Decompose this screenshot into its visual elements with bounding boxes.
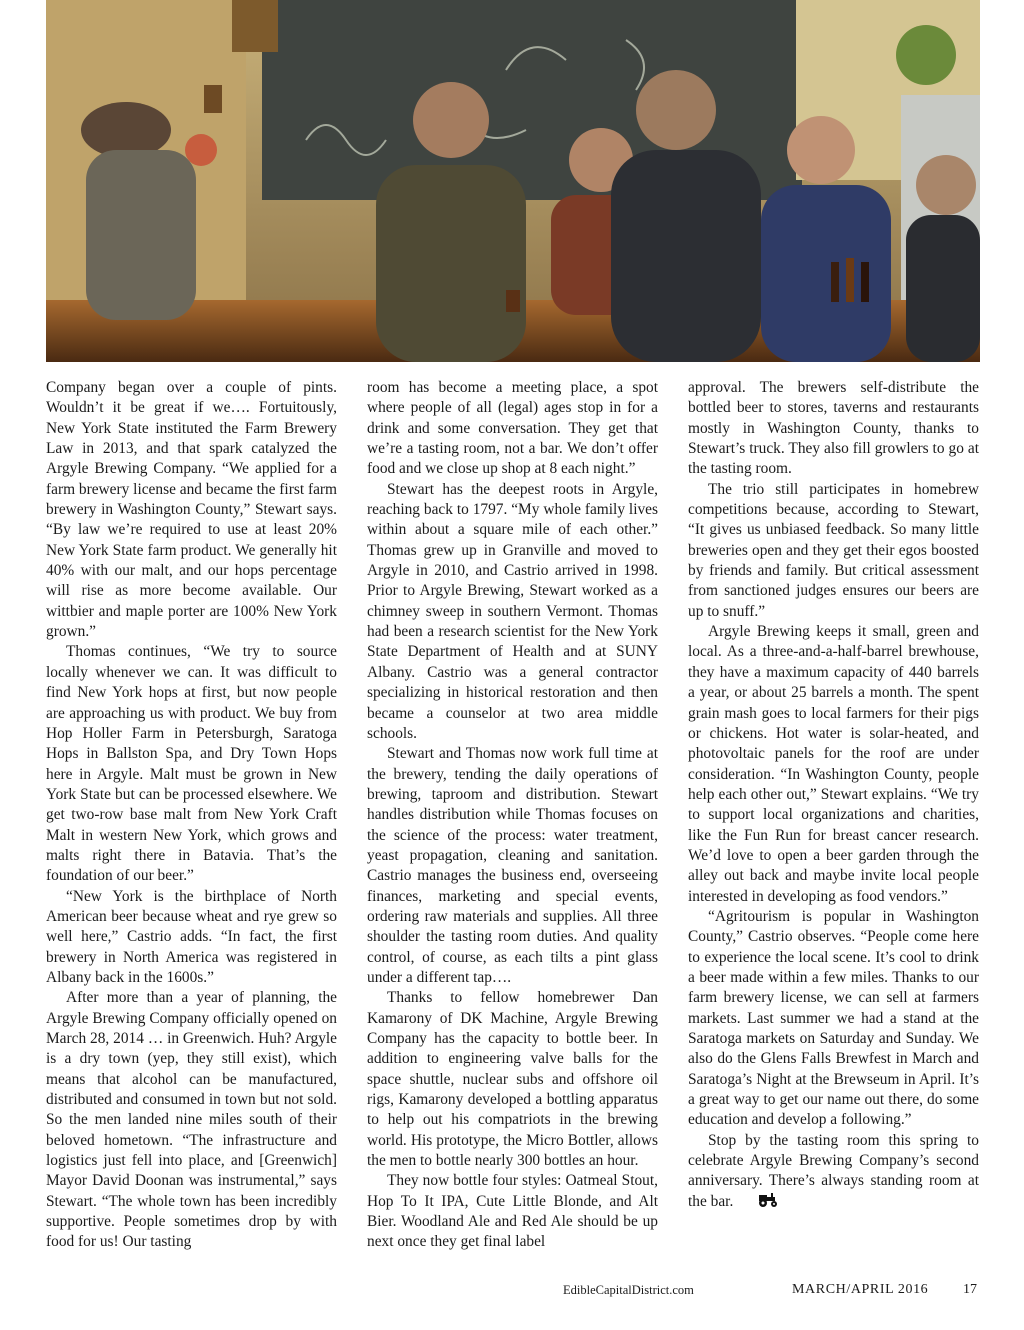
paragraph: Argyle Brewing keeps it small, green and local. As a three-and-a-half-barrel brewhouse, they have a maximum capacity of 440 barrels a year, or about 25 barrels a month. The spent grain mash goes to local farmers for their pigs or chickens. Hot water is solar-heated, and photovoltaic panels for the roof are under consideration. “In Washington County, people help each other out,” Stewart explains. “We try to support local organizations and charities, like the Fun Run for breast cancer research. We’d love to open a beer garden through the alley out back and maybe invite local people interested in developing as food vendors.” (688, 623, 979, 905)
paragraph-last (688, 1131, 979, 1214)
website-url: EdibleCapitalDistrict.com (563, 1283, 694, 1297)
article-column-1 (46, 378, 337, 1253)
paragraph: approval. The brewers self-distribute the bottled beer to stores, taverns and restaurants mostly in Washington County, thanks to Stewart’s truck. They also fill growlers to go at the tasting room. (688, 379, 979, 478)
page-footer (0, 1282, 1024, 1302)
paragraph: They now bottle four styles: Oatmeal Stout, Hop To It IPA, Cute Little Blonde, and Alt Bier. Woodland Ale and Red Ale should be up next once they get final label (367, 1172, 658, 1251)
brewery-tasting-room-photo (46, 0, 980, 362)
page-number: 17 (963, 1282, 977, 1297)
paragraph: Thomas continues, “We try to source locally whenever we can. It was difficult to find New York hops at first, but now people are approaching us with product. We buy from Hop Holler Farm in Petersburgh, Saratoga Hops in Ballston Spa, and Dry Town Hops here in Argyle. Malt must be grown in New York State but can be processed elsewhere. We get two-row base malt from New York Craft Malt in western New York, which grows and malts right there in Batavia. That’s the foundation of our beer.” (46, 643, 337, 885)
tractor-icon (737, 1192, 779, 1214)
article-column-3 (688, 378, 979, 1214)
paragraph: The trio still participates in homebrew competitions because, according to Stewart, “It gives us unbiased feedback. So many little breweries open and they get their egos boosted by friends and family. But critical assessment from sanctioned judges ensures our beers are up to snuff.” (688, 480, 979, 620)
issue-date: MARCH/APRIL 2016 (792, 1282, 929, 1297)
paragraph: room has become a meeting place, a spot where people of all (legal) ages stop in for a drink and some conversation. They get that we’re a tasting room, not a bar. We don’t offer food and we close up shop at 8 each night.” (367, 379, 658, 478)
paragraph: Stewart and Thomas now work full time at the brewery, tending the daily operations of brewing, taproom and distribution. Stewart handles distribution while Thomas focuses on the science of the process: water treatment, yeast propagation, cleaning and sanitation. Castrio manages the business end, overseeing finances, marketing and special events, ordering raw materials and supplies. All three shoulder the tasting room duties. And quality control, of course, as each tilts a pint glass under a different tap…. (367, 745, 658, 986)
paragraph: Thanks to fellow homebrewer Dan Kamarony of DK Machine, Argyle Brewing Company has the capacity to bottle beer. In addition to engineering valve balls for the space shuttle, nuclear subs and offshore oil rigs, Kamarony developed a bottling apparatus to help out his compatriots in the brewing world. His prototype, the Micro Bottler, allows the men to bottle nearly 300 bottles an hour. (367, 989, 658, 1170)
paragraph: Stewart has the deepest roots in Argyle, reaching back to 1797. “My whole family lives within about a square mile of each other.” Thomas grew up in Granville and moved to Argyle in 2010, and Castrio arrived in 1998. Prior to Argyle Brewing, Stewart worked as a chimney sweep in southern Vermont. Thomas had been a research scientist for the New York State Department of Health and at SUNY Albany. Castrio was a general contractor specializing in historical restoration and then became a counselor at two area middle schools. (367, 480, 658, 742)
article-column-2 (367, 378, 658, 1253)
paragraph: “Agritourism is popular in Washington County,” Castrio observes. “People come here to experience the local scene. It’s cool to drink a beer made within a few miles. Thanks to our farm brewery license, we can sell at farmers markets. Last summer we had a stand at the Saratoga markets on Saturday and Sunday. We also do the Glens Falls Brewfest in March and Saratoga’s Night at the Brewseum in April. It’s a great way to get our name out there, do some education and develop a following.” (688, 907, 979, 1129)
paragraph: After more than a year of planning, the Argyle Brewing Company officially opened on March 28, 2014 … in Greenwich. Huh? Argyle is a dry town (yep, they still exist), which means that alcohol can be manufactured, distributed and consumed in town but not sold. So the men landed nine miles south of their beloved hometown. “The infrastructure and logistics just fell into place, and [Greenwich] Mayor David Doonan was instrumental,” says Stewart. “The whole town has been incredibly supportive. People sometimes drop by with food for us! Our tasting (46, 989, 337, 1251)
paragraph: “New York is the birthplace of North American beer because wheat and rye grew so well here,” Castrio adds. “In fact, the first brewery in North America was registered in Albany back in the 1600s.” (46, 887, 337, 986)
paragraph: Company began over a couple of pints. Wouldn’t it be great if we…. Fortuitously, New York State instituted the Farm Brewery Law in 2013, and that spark catalyzed the Argyle Brewing Company. “We applied for a farm brewery license and became the first farm brewery in Washington County,” Stewart says. “By law we’re required to use at least 20% New York State farm product. We generally hit 40% with our malt, and our hops percentage will rise as more become available. Our wittbier and maple porter are 100% New York grown.” (46, 379, 337, 641)
closing-text: Stop by the tasting room this spring to celebrate Argyle Brewing Company’s second anniversary. There’s always standing room at the bar. (688, 1131, 979, 1210)
